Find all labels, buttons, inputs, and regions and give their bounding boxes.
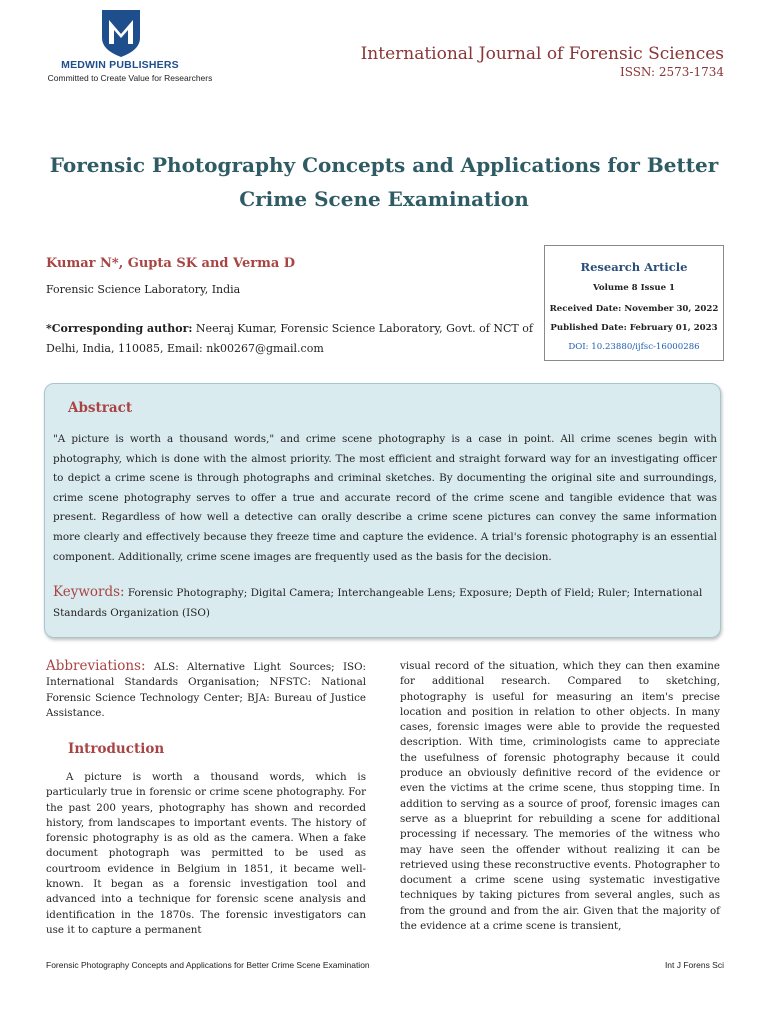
introduction-left-text: A picture is worth a thousand words, which is particularly true in forensic or crime scene photography. For the past 200 years, photography has shown and recorded history, from landscapes to important events. The history of forensic photography is as old as the camera. When a fake document photograph was permitted to be used as courtroom evidence in Belgium in 1851, it became well-known. It began as a forensic investigation tool and advanced into a technique for forensic scene analysis and identification in the 1870s. The forensic investigators can use it to capture a permanent	[46, 771, 366, 936]
introduction-right-text: visual record of the situation, which they can then examine for additional research. Compared to sketching, photography is useful for measuring an item's precise location and position in relation to other objects. In many cases, forensic images were able to provide the requested description. With time, criminologists came to appreciate the usefulness of forensic photography because it could produce an obviously definitive record of the evidence or even the victims at the crime scene, thus stopping time. In addition to serving as a source of proof, forensic images can serve as a blueprint for rebuilding a scene for additional processing if necessary. The memories of the witness who may have seen the offender without realizing it can be retrieved using these reconstructive events. Photographer to document a crime scene using systematic investigative techniques by taking pictures from several angles, such as from the ground and from the air. Given that the majority of the evidence at a crime scene is transient,	[400, 660, 720, 933]
keywords-list: Forensic Photography; Digital Camera; Interchangeable Lens; Exposure; Depth of Field; Ruler; International Standards Organization (ISO)	[53, 587, 703, 619]
article-type: Research Article	[580, 260, 688, 274]
abstract-heading: Abstract	[68, 400, 133, 416]
article-volume: Volume 8 Issue 1	[592, 283, 676, 293]
abstract-body: "A picture is worth a thousand words," and crime scene photography is a case in point. All crime scenes begin with photography, which is done with the almost priority. The most efficient and straight forward way for an investigating officer to depict a crime scene is through photographs and criminal sketches. By documenting the original site and surroundings, crime scene photography serves to offer a true and accurate record of the crime scene and tangible evidence that was present. Regardless of how well a detective can orally describe a crime scene pictures can convey the same information more clearly and effectively because they freeze time and capture the evidence. A trial's forensic photography is an essential component. Additionally, crime scene images are frequently used as the basis for the decision.	[53, 433, 717, 563]
publisher-tagline: Committed to Create Value for Researchers	[47, 73, 213, 83]
abbreviations	[46, 659, 366, 721]
abstract-box	[44, 383, 721, 638]
keywords-label: Keywords:	[53, 584, 125, 600]
doi-link[interactable]: DOI: 10.23880/ijfsc-16000286	[568, 342, 700, 352]
journal-issn: ISSN: 2573-1734	[619, 65, 724, 79]
publisher-name: MEDWIN PUBLISHERS	[61, 59, 179, 71]
abbreviations-label: Abbreviations:	[46, 658, 146, 674]
footer-running-title: Forensic Photography Concepts and Applications for Better Crime Scene Examination	[46, 960, 370, 970]
published-date: Published Date: February 01, 2023	[550, 323, 718, 333]
corresponding-author-details: Neeraj Kumar, Forensic Science Laboratory, Govt. of NCT of Delhi, India, 110085, Email: nk00267@gmail.com	[46, 322, 533, 355]
journal-name: International Journal of Forensic Sciences	[360, 44, 724, 64]
paper-title: Forensic Photography Concepts and Applications for Better Crime Scene Examination	[49, 153, 719, 211]
received-date: Received Date: November 30, 2022	[549, 304, 719, 314]
corresponding-author	[46, 319, 541, 359]
footer-journal-abbrev: Int J Forens Sci	[664, 960, 724, 970]
abbreviations-text: ALS: Alternative Light Sources; ISO: International Standards Organisation; NFSTC: National Forensic Science Technology Center; BJA: Bureau of Justice Assistance.	[46, 661, 366, 719]
author-list: Kumar N*, Gupta SK and Verma D	[46, 256, 296, 271]
article-info-box	[544, 245, 724, 361]
introduction-heading: Introduction	[68, 741, 165, 757]
medwin-logo-icon	[98, 8, 144, 58]
corresponding-author-label: *Corresponding author:	[46, 322, 193, 335]
keywords	[53, 583, 717, 623]
author-affiliation: Forensic Science Laboratory, India	[46, 283, 241, 296]
